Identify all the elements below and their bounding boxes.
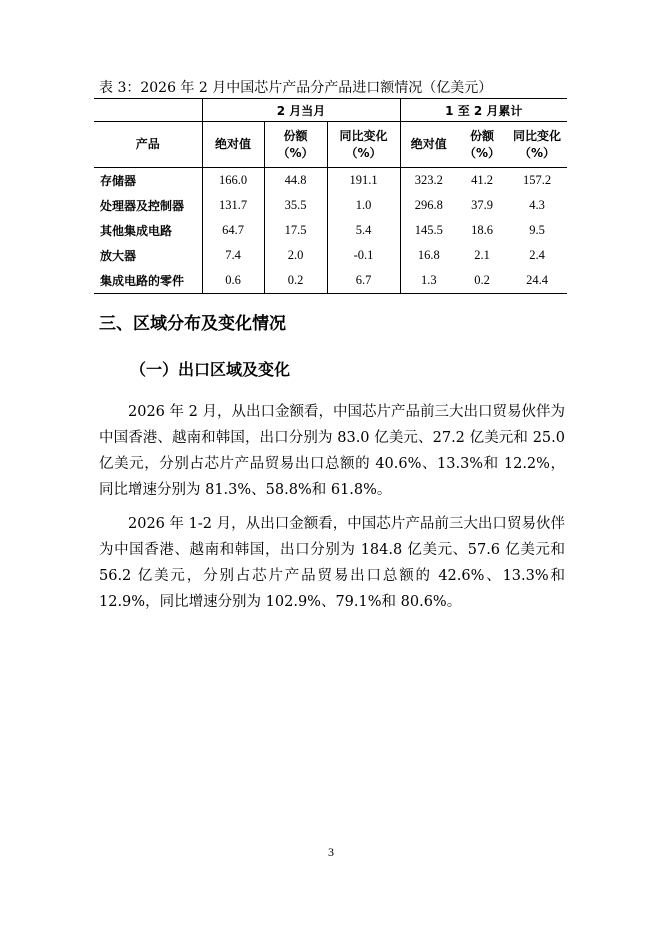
section-title: 三、区域分布及变化情况 [99, 314, 286, 334]
header-jan-feb: 1 至 2 月累计 [400, 99, 567, 122]
cell: 157.2 [522, 173, 552, 187]
cell: 2.1 [474, 248, 490, 262]
table-row [94, 218, 567, 243]
cell: 37.9 [471, 198, 493, 212]
header-share-feb: 份额 （%） [264, 122, 327, 168]
cell: 2.4 [529, 248, 545, 262]
cell: 4.3 [529, 198, 545, 212]
cell: 9.5 [529, 223, 545, 237]
table-row [94, 168, 567, 194]
cell: 166.0 [202, 168, 264, 194]
cell: 24.4 [507, 268, 567, 294]
cell: 44.8 [264, 168, 327, 194]
subsection-title: （一）出口区域及变化 [130, 360, 291, 379]
cell: 41.2 [471, 173, 493, 187]
cell: 64.7 [202, 218, 264, 243]
cell: 35.5 [264, 193, 327, 218]
row-name: 存储器 [94, 168, 202, 194]
row-name: 处理器及控制器 [94, 193, 202, 218]
cell: 0.6 [202, 268, 264, 294]
header-february: 2 月当月 [202, 99, 400, 122]
table-row [94, 193, 567, 218]
cell: 7.4 [202, 243, 264, 268]
header-abs-feb: 绝对值 [202, 122, 264, 168]
cell: 6.7 [327, 268, 400, 294]
table-row [94, 243, 567, 268]
header-product: 产品 [94, 122, 202, 168]
cell: 323.2 [414, 173, 443, 187]
cell: 191.1 [327, 168, 400, 194]
table-caption: 表 3：2026 年 2 月中国芯片产品分产品进口额情况（亿美元） [99, 80, 493, 96]
group-header-row [94, 99, 567, 122]
cell: 18.6 [471, 223, 493, 237]
table-row [94, 268, 567, 294]
cell: 131.7 [202, 193, 264, 218]
row-name: 集成电路的零件 [94, 268, 202, 294]
column-header-row [94, 122, 567, 168]
header-empty-cell [94, 99, 202, 122]
row-name: 其他集成电路 [94, 218, 202, 243]
header-share-cum: 份额 （%） [457, 122, 507, 168]
cell: 0.2 [457, 268, 507, 294]
paragraph-february: 2026 年 2 月，从出口金额看，中国芯片产品前三大出口贸易伙伴为中国香港、越南和韩国，出口分别为 83.0 亿美元、27.2 亿美元和 25.0 亿美元，分别占芯片产品贸易出口总额的 40.6%、13.3%和 12.2%，同比增速分别为 81.3%、58.8%和 61.8%。 [99, 404, 565, 498]
cell: 296.8 [414, 198, 443, 212]
cell: 2.0 [264, 243, 327, 268]
cell: 1.0 [327, 193, 400, 218]
page-number: 3 [328, 845, 334, 859]
import-table [94, 98, 567, 294]
cell: 0.2 [264, 268, 327, 294]
cell: 5.4 [327, 218, 400, 243]
row-name: 放大器 [94, 243, 202, 268]
header-yoy-cum: 同比变化 （%） [507, 122, 567, 168]
header-yoy-feb: 同比变化 （%） [327, 122, 400, 168]
cell: -0.1 [327, 243, 400, 268]
cell: 17.5 [264, 218, 327, 243]
cell: 1.3 [400, 268, 457, 294]
header-abs-cum: 绝对值 [400, 122, 457, 168]
cell: 145.5 [414, 223, 443, 237]
cell: 16.8 [417, 248, 440, 262]
paragraph-jan-feb: 2026 年 1-2 月，从出口金额看，中国芯片产品前三大出口贸易伙伴为中国香港、越南和韩国，出口分别为 184.8 亿美元、57.6 亿美元和 56.2 亿美元，分别占芯片产品贸易出口总额的 42.6%、13.3%和 12.9%，同比增速分别为 102.9%、79.1%和 80.6%。 [99, 516, 565, 610]
